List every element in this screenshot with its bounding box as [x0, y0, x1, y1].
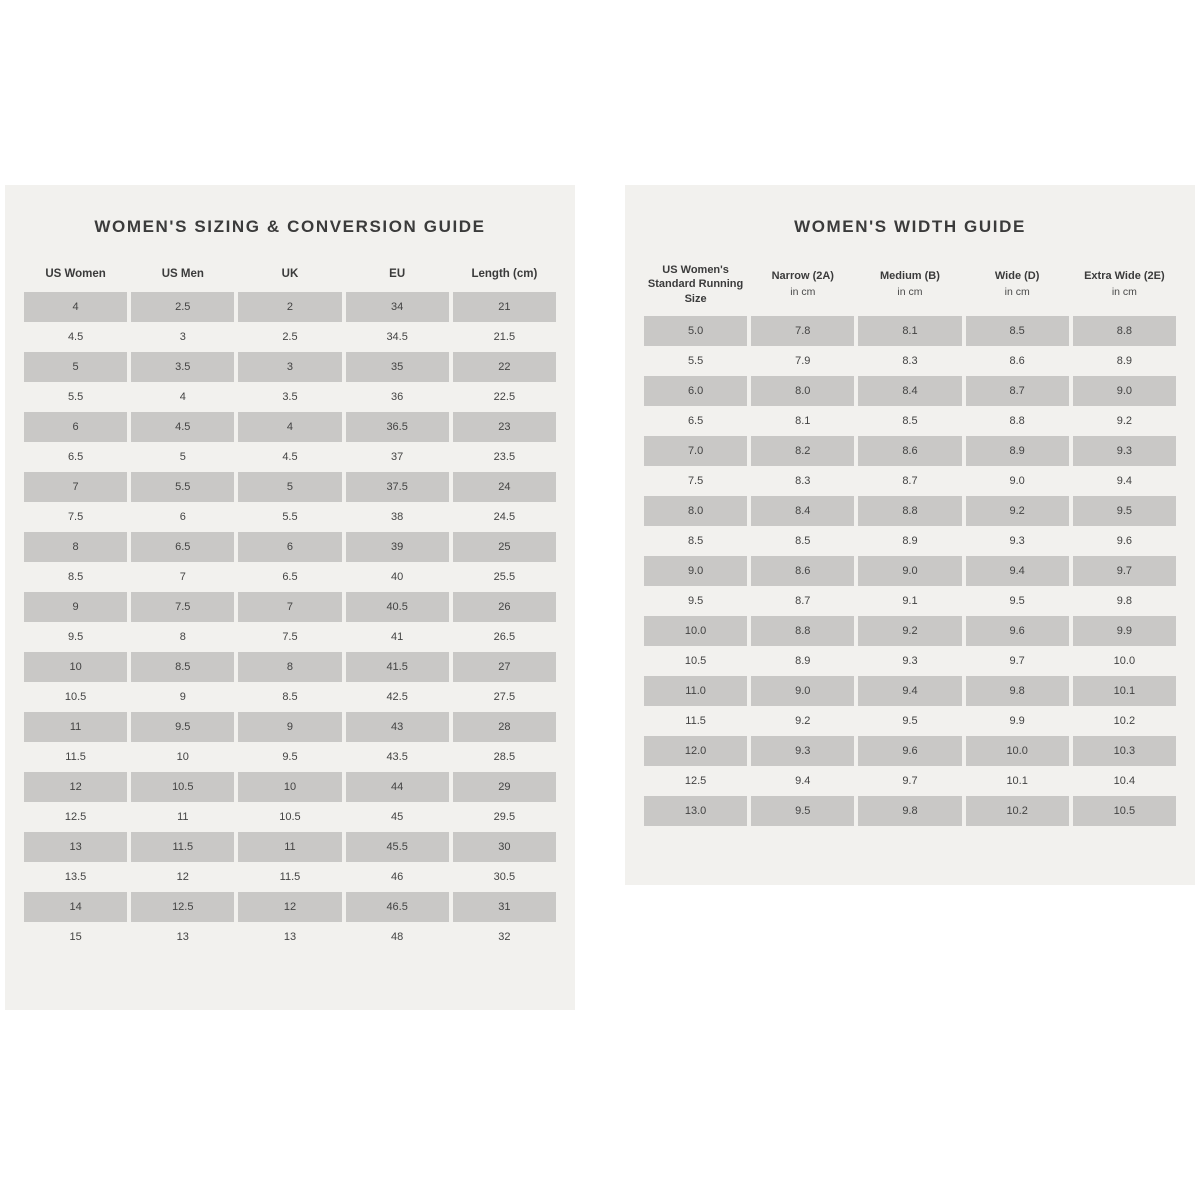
width-guide-table: [640, 259, 1180, 826]
table-row: [24, 352, 556, 382]
size-cell: 9.3: [902, 654, 918, 667]
size-cell: 7.5: [67, 510, 84, 523]
size-cell: 6: [24, 412, 127, 442]
column-header: EU: [389, 268, 406, 280]
size-cell: 37: [391, 450, 404, 463]
size-cell: 29.5: [493, 810, 516, 823]
size-cell: 9.3: [1009, 534, 1025, 547]
table-row: [24, 472, 556, 502]
table-header: [24, 259, 556, 292]
size-cell: 23.5: [493, 450, 516, 463]
column-header-unit: in cm: [1111, 285, 1137, 298]
size-cell: 8.8: [1073, 316, 1176, 346]
size-cell: 9.9: [1009, 714, 1025, 727]
table-row: [24, 862, 556, 892]
size-cell: 41: [391, 630, 404, 643]
size-cell: 9.0: [644, 556, 747, 586]
table-row: [644, 736, 1176, 766]
size-cell: 5.5: [67, 390, 84, 403]
size-cell: 8.5: [282, 690, 298, 703]
size-cell: 9.1: [902, 594, 918, 607]
size-cell: 12: [24, 772, 127, 802]
table-row: [24, 502, 556, 532]
size-cell: 36.5: [346, 412, 449, 442]
table-row: [24, 412, 556, 442]
table-row: [644, 766, 1176, 796]
table-row: [24, 742, 556, 772]
column-header-label: Medium (B): [880, 270, 940, 283]
size-cell: 9.9: [1073, 616, 1176, 646]
size-cell: 8.3: [795, 474, 811, 487]
size-cell: 34.5: [386, 330, 408, 343]
size-cell: 9.5: [131, 712, 234, 742]
size-cell: 3: [238, 352, 341, 382]
size-cell: 10.3: [1073, 736, 1176, 766]
size-cell: 8.5: [687, 534, 704, 547]
size-cell: 3: [179, 330, 186, 343]
size-cell: 9.7: [902, 774, 918, 787]
size-cell: 8.5: [902, 414, 918, 427]
size-cell: 5.5: [687, 354, 704, 367]
size-cell: 9.3: [751, 736, 854, 766]
size-cell: 28.5: [493, 750, 516, 763]
size-cell: 2.5: [131, 292, 234, 322]
table-row: [644, 406, 1176, 436]
size-cell: 9.8: [1116, 594, 1133, 607]
size-cell: 41.5: [346, 652, 449, 682]
size-cell: 29: [453, 772, 556, 802]
size-cell: 22: [453, 352, 556, 382]
size-cell: 9.4: [795, 774, 811, 787]
size-cell: 9.0: [1073, 376, 1176, 406]
column-header-label: Wide (D): [994, 270, 1040, 283]
size-cell: 9.5: [1073, 496, 1176, 526]
table-row: [24, 892, 556, 922]
size-cell: 40.5: [346, 592, 449, 622]
size-cell: 5.5: [131, 472, 234, 502]
sizing-conversion-table: [20, 259, 560, 952]
table-row: [644, 646, 1176, 676]
table-row: [24, 442, 556, 472]
column-header: [644, 259, 747, 316]
width-guide-title: WOMEN'S WIDTH GUIDE: [794, 217, 1026, 236]
size-cell: 5: [24, 352, 127, 382]
size-cell: 38: [391, 510, 404, 523]
size-cell: 26.5: [493, 630, 516, 643]
width-guide-panel: [625, 185, 1195, 885]
size-cell: 21: [453, 292, 556, 322]
size-cell: 11.5: [279, 870, 301, 883]
column-header: US Men: [161, 268, 204, 280]
size-cell: 8.1: [858, 316, 961, 346]
sizing-guide-title: WOMEN'S SIZING & CONVERSION GUIDE: [94, 217, 486, 236]
table-body: [644, 316, 1176, 826]
column-header: [858, 259, 961, 316]
size-cell: 12: [176, 870, 189, 883]
column-header-label: US Women's Standard Running Size: [647, 264, 744, 305]
size-cell: 8.9: [902, 534, 918, 547]
table-row: [24, 622, 556, 652]
size-cell: 10.5: [1073, 796, 1176, 826]
size-cell: 45: [391, 810, 404, 823]
size-cell: 7.8: [751, 316, 854, 346]
table-row: [24, 712, 556, 742]
size-cell: 7.9: [795, 354, 811, 367]
size-cell: 24.5: [493, 510, 516, 523]
size-cell: 25: [453, 532, 556, 562]
table-row: [644, 706, 1176, 736]
size-cell: 48: [391, 930, 404, 943]
size-cell: 30.5: [493, 870, 516, 883]
table-row: [644, 496, 1176, 526]
size-cell: 39: [346, 532, 449, 562]
size-cell: 11.5: [65, 750, 86, 763]
size-cell: 36: [391, 390, 404, 403]
size-cell: 11: [238, 832, 341, 862]
size-cell: 8.9: [795, 654, 811, 667]
table-row: [644, 346, 1176, 376]
table-row: [24, 682, 556, 712]
size-cell: 10: [176, 750, 189, 763]
size-cell: 27.5: [493, 690, 516, 703]
size-cell: 4: [179, 390, 186, 403]
size-cell: 10.5: [131, 772, 234, 802]
header-row: [644, 259, 1176, 316]
size-cell: 10.4: [1113, 774, 1136, 787]
size-cell: 10.0: [966, 736, 1069, 766]
size-cell: 8.6: [858, 436, 961, 466]
size-cell: 8.2: [751, 436, 854, 466]
size-cell: 5.5: [282, 510, 298, 523]
size-cell: 9.6: [1116, 534, 1133, 547]
size-cell: 42.5: [386, 690, 408, 703]
size-cell: 10.0: [1113, 654, 1136, 667]
size-cell: 11.5: [685, 714, 706, 727]
table-row: [644, 526, 1176, 556]
table-row: [24, 802, 556, 832]
size-cell: 9.4: [966, 556, 1069, 586]
size-cell: 10.5: [64, 690, 87, 703]
size-cell: 8.6: [751, 556, 854, 586]
size-cell: 44: [346, 772, 449, 802]
size-cell: 9.7: [1073, 556, 1176, 586]
size-cell: 8.6: [1009, 354, 1025, 367]
size-cell: 4.5: [131, 412, 234, 442]
size-cell: 10.2: [1113, 714, 1136, 727]
size-cell: 7.5: [131, 592, 234, 622]
size-cell: 9.5: [67, 630, 84, 643]
size-cell: 6.5: [687, 414, 704, 427]
size-cell: 7: [238, 592, 341, 622]
size-cell: 9: [24, 592, 127, 622]
table-header: [644, 259, 1176, 316]
size-cell: 14: [24, 892, 127, 922]
size-cell: 6: [179, 510, 186, 523]
size-cell: 3.5: [282, 390, 298, 403]
size-cell: 11: [177, 810, 189, 823]
size-cell: 9.2: [1116, 414, 1133, 427]
size-cell: 23: [453, 412, 556, 442]
size-cell: 9.8: [858, 796, 961, 826]
column-header-unit: in cm: [790, 285, 816, 298]
table-row: [644, 316, 1176, 346]
size-cell: 9.0: [1009, 474, 1025, 487]
table-row: [24, 832, 556, 862]
table-row: [644, 466, 1176, 496]
size-cell: 10: [238, 772, 341, 802]
size-cell: 9.5: [751, 796, 854, 826]
size-cell: 40: [391, 570, 404, 583]
table-row: [24, 562, 556, 592]
size-cell: 37.5: [346, 472, 449, 502]
table-row: [24, 652, 556, 682]
size-cell: 10: [24, 652, 127, 682]
size-cell: 46: [391, 870, 404, 883]
column-header: Length (cm): [471, 268, 538, 280]
size-cell: 46.5: [346, 892, 449, 922]
size-cell: 30: [453, 832, 556, 862]
size-cell: 8.8: [1009, 414, 1025, 427]
size-cell: 9.5: [282, 750, 298, 763]
table-row: [644, 436, 1176, 466]
column-header-label: Extra Wide (2E): [1084, 270, 1165, 283]
column-header-unit: in cm: [897, 285, 923, 298]
size-cell: 8.9: [966, 436, 1069, 466]
size-cell: 4.5: [282, 450, 298, 463]
size-cell: 13: [176, 930, 189, 943]
size-cell: 4: [24, 292, 127, 322]
size-cell: 8.5: [131, 652, 234, 682]
size-cell: 10.2: [966, 796, 1069, 826]
table-row: [24, 592, 556, 622]
size-cell: 8.5: [67, 570, 84, 583]
size-cell: 5.0: [644, 316, 747, 346]
size-cell: 8: [179, 630, 186, 643]
size-cell: 11: [24, 712, 127, 742]
column-header: US Women: [45, 268, 106, 280]
table-row: [644, 616, 1176, 646]
size-cell: 10.0: [644, 616, 747, 646]
size-cell: 8.5: [795, 534, 811, 547]
table-row: [644, 676, 1176, 706]
size-cell: 7.5: [282, 630, 298, 643]
size-cell: 4: [238, 412, 341, 442]
table-row: [24, 772, 556, 802]
size-cell: 2.5: [282, 330, 298, 343]
table-row: [644, 556, 1176, 586]
size-cell: 28: [453, 712, 556, 742]
size-cell: 45.5: [346, 832, 449, 862]
size-cell: 10.5: [279, 810, 301, 823]
size-cell: 22.5: [493, 390, 516, 403]
size-cell: 8.8: [751, 616, 854, 646]
column-header-unit: in cm: [1004, 285, 1030, 298]
size-cell: 24: [453, 472, 556, 502]
size-cell: 34: [346, 292, 449, 322]
size-cell: 9.4: [1116, 474, 1133, 487]
size-cell: 3.5: [131, 352, 234, 382]
size-cell: 9.4: [858, 676, 961, 706]
size-cell: 9.6: [858, 736, 961, 766]
size-cell: 8: [238, 652, 341, 682]
table-row: [644, 796, 1176, 826]
size-cell: 12: [238, 892, 341, 922]
table-body: [24, 292, 556, 952]
size-cell: 10.1: [1006, 774, 1028, 787]
size-cell: 8.8: [858, 496, 961, 526]
column-header: [751, 259, 854, 316]
size-cell: 12.0: [644, 736, 747, 766]
size-cell: 12.5: [131, 892, 234, 922]
table-row: [24, 382, 556, 412]
column-header: [1073, 259, 1176, 316]
size-cell: 9.2: [966, 496, 1069, 526]
column-header: [966, 259, 1069, 316]
header-row: [24, 259, 556, 292]
size-cell: 9.2: [858, 616, 961, 646]
table-row: [24, 322, 556, 352]
size-cell: 6.5: [131, 532, 234, 562]
size-cell: 8.3: [902, 354, 918, 367]
table-row: [24, 532, 556, 562]
size-cell: 6.5: [282, 570, 298, 583]
table-row: [24, 922, 556, 952]
size-cell: 5: [238, 472, 341, 502]
size-cell: 8.4: [751, 496, 854, 526]
size-cell: 9: [238, 712, 341, 742]
size-cell: 8.0: [644, 496, 747, 526]
sizing-conversion-panel: [5, 185, 575, 1010]
size-cell: 8.7: [966, 376, 1069, 406]
size-cell: 10.1: [1073, 676, 1176, 706]
size-cell: 8: [24, 532, 127, 562]
size-cell: 7.5: [687, 474, 704, 487]
size-cell: 8.0: [751, 376, 854, 406]
size-cell: 32: [498, 930, 511, 943]
size-cell: 26: [453, 592, 556, 622]
column-header: UK: [281, 268, 299, 280]
size-cell: 35: [346, 352, 449, 382]
size-cell: 9.6: [966, 616, 1069, 646]
size-cell: 11.5: [131, 832, 234, 862]
size-cell: 5: [179, 450, 186, 463]
size-cell: 7: [24, 472, 127, 502]
table-row: [644, 586, 1176, 616]
size-cell: 12.5: [684, 774, 707, 787]
size-cell: 13.0: [644, 796, 747, 826]
size-cell: 9.7: [1009, 654, 1025, 667]
size-cell: 12.5: [64, 810, 87, 823]
size-cell: 6: [238, 532, 341, 562]
size-cell: 7: [179, 570, 186, 583]
table-row: [644, 376, 1176, 406]
size-cell: 8.5: [966, 316, 1069, 346]
size-cell: 10.5: [684, 654, 707, 667]
size-cell: 43.5: [386, 750, 408, 763]
size-cell: 8.7: [795, 594, 811, 607]
size-cell: 9: [179, 690, 186, 703]
size-cell: 6.5: [67, 450, 84, 463]
table-row: [24, 292, 556, 322]
size-cell: 8.1: [795, 414, 811, 427]
size-cell: 21.5: [493, 330, 516, 343]
size-cell: 9.3: [1073, 436, 1176, 466]
size-cell: 43: [346, 712, 449, 742]
size-cell: 9.0: [751, 676, 854, 706]
size-cell: 9.5: [687, 594, 704, 607]
size-cell: 9.0: [858, 556, 961, 586]
size-cell: 11.0: [644, 676, 747, 706]
size-cell: 9.5: [902, 714, 918, 727]
size-cell: 8.7: [902, 474, 918, 487]
size-cell: 7.0: [644, 436, 747, 466]
column-header-label: Narrow (2A): [771, 270, 834, 283]
size-cell: 13: [24, 832, 127, 862]
size-cell: 25.5: [493, 570, 516, 583]
size-cell: 31: [453, 892, 556, 922]
size-cell: 9.5: [1009, 594, 1025, 607]
size-cell: 13.5: [64, 870, 87, 883]
size-cell: 8.4: [858, 376, 961, 406]
size-cell: 9.8: [966, 676, 1069, 706]
size-cell: 9.2: [795, 714, 811, 727]
size-cell: 13: [283, 930, 297, 943]
size-cell: 2: [238, 292, 341, 322]
size-cell: 15: [69, 930, 82, 943]
size-cell: 4.5: [67, 330, 84, 343]
size-cell: 8.9: [1116, 354, 1133, 367]
size-cell: 27: [453, 652, 556, 682]
size-cell: 6.0: [644, 376, 747, 406]
